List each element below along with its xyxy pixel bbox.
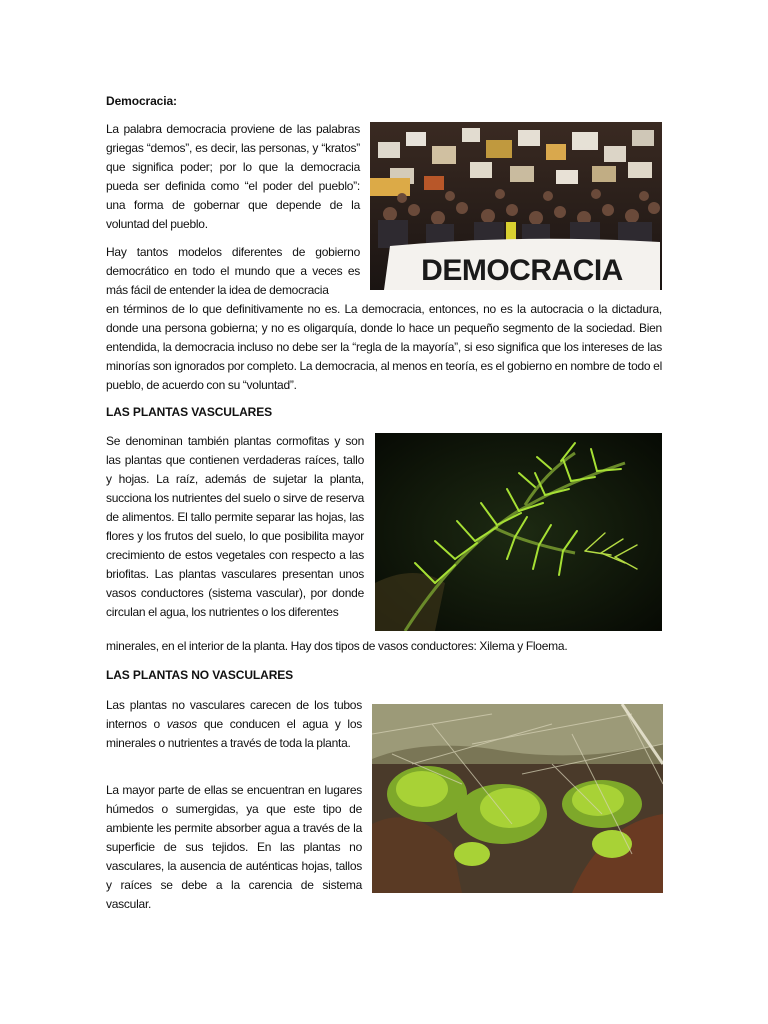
photo-moss (372, 704, 663, 893)
paragraph-vasculares: minerales, en el interior de la planta. Hay dos tipos de vasos conductores: Xilema y Floema. (106, 639, 568, 653)
paragraph-democracia-2-wrap: Hay tantos modelos diferentes de gobierno democrático en todo el mundo que a veces es más fácil de entender la idea de democracia (106, 245, 360, 297)
banner-text: DEMOCRACIA (421, 254, 623, 287)
paragraph-no-vasculares-1-text-a: Las plantas no vasculares carecen de los tubos internos o (106, 698, 362, 731)
paragraph-no-vasculares-1-emphasis: vasos (166, 717, 197, 731)
heading-plantas-vasculares: LAS PLANTAS VASCULARES (106, 405, 273, 419)
paragraph-vasculares-wrap: Se denominan también plantas cormofitas y son las plantas que contienen verdaderas raíces, tallo y hojas. La raíz, además de sujetar la planta, succiona los nutrientes del suelo o sirve de reserva de alimentos. El tallo permite separar las hojas, las flores y los frutos del suelo, lo que posibilita mayor crecimiento de estos vegetales con respecto a las briofitas. Las plantas vasculares presentan unos vasos conductores (sistema vascular), por donde circulan el agua, los nutrientes o los diferentes (106, 434, 364, 619)
paragraph-no-vasculares-1 (106, 696, 362, 753)
paragraph-democracia-2: en términos de lo que definitivamente no es. La democracia, entonces, no es la autocracia o la dictadura, donde una persona gobierna; y no es oligarquía, donde lo hace un pequeño segmento de la sociedad. Bien entendida, la democracia incluso no debe ser la “regla de la mayoría”, si eso significa que los intereses de las minorías son ignorados por completo. La democracia, al menos en teoría, es el gobierno en nombre de todo el pueblo, de acuerdo con su “voluntad”. (106, 302, 662, 392)
paragraph-democracia-1: La palabra democracia proviene de las palabras griegas “demos”, es decir, las personas, y “kratos” que significa poder; por lo que la democracia pueda ser definida como “el poder del pueblo”: una forma de gobernar que depende de la voluntad del pueblo. (106, 122, 360, 231)
heading-democracia: Democracia: (106, 94, 177, 108)
photo-vascular-plant (375, 433, 662, 631)
heading-plantas-no-vasculares: LAS PLANTAS NO VASCULARES (106, 668, 294, 682)
paragraph-no-vasculares-1-text-b: que conducen el agua y los minerales o nutrientes a través de toda la planta. (106, 717, 362, 750)
photo-democracia-protest (370, 122, 662, 290)
paragraph-no-vasculares-2: La mayor parte de ellas se encuentran en lugares húmedos o sumergidas, ya que este tipo de ambiente les permite absorber agua a través de la superficie de sus tejidos. En las plantas no vasculares, la ausencia de auténticas hojas, tallos y raíces se debe a la carencia de sistema vascular. (106, 783, 362, 911)
